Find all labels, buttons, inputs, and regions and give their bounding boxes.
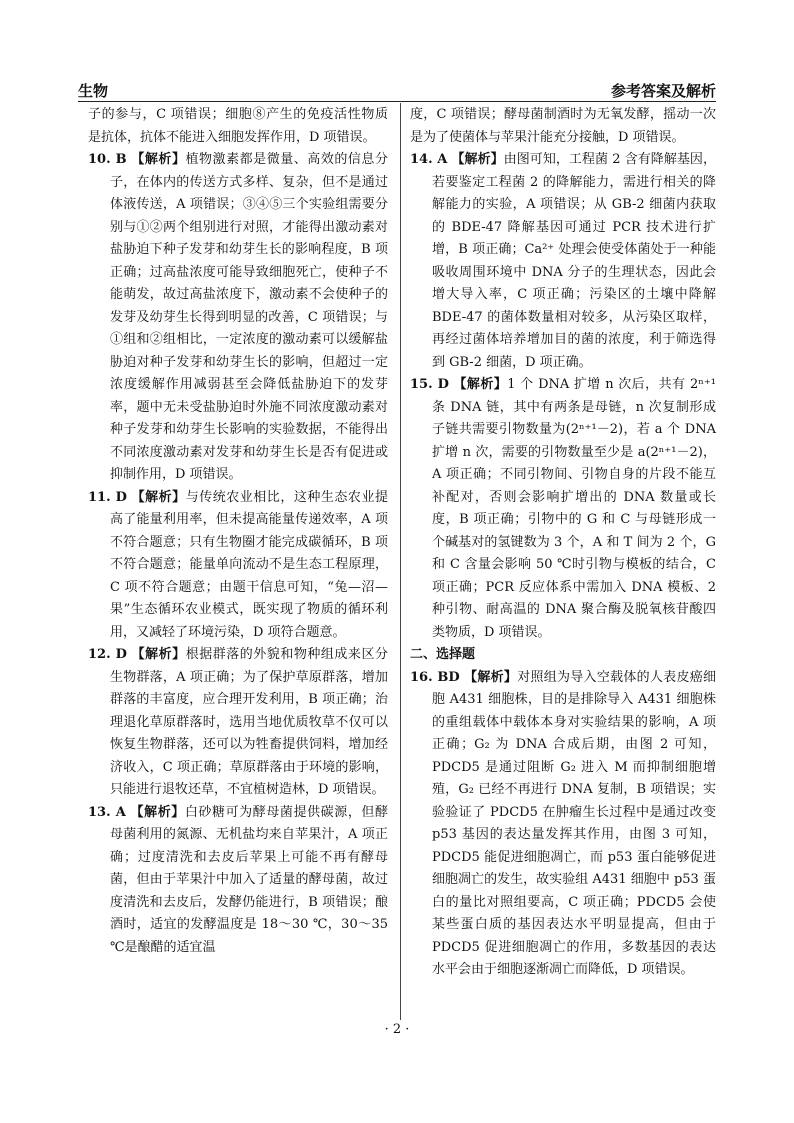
analysis-tag: 【解析】 — [464, 669, 518, 685]
question-number: 10. B — [88, 152, 127, 167]
subject-title: 生物 — [78, 82, 109, 100]
section-heading: 二、选择题 — [410, 647, 476, 662]
answer-text: 植物激素都是微量、高效的信息分子，在体内的传送方式多样、复杂，但不是通过体液传送，A 项错误；③④⑤三个实验组需要分别与①②两个组别进行对照，才能得出激动素对盐胁迫下种子发芽和幼芽生长的影响程度，B 项正确；过高盐浓度可能导致细胞死亡，使种子不能萌发，故过高盐浓度下，激动素不会使种子的发芽及幼芽生长得到明显的改善，C 项错误；与①组和②组相比，一定浓度的激动素可以缓解盐胁迫对种子发芽和幼芽生长的影响，但超过一定浓度缓解作用减弱甚至会降低盐胁迫下的发芽率，题中无未受盐胁迫时外施不同浓度激动素对种子发芽和幼芽生长影响的实验数据，不能得出不同浓度激动素对发芽和幼芽生长是否有促进或抑制作用，D 项错误。 — [110, 152, 388, 482]
right-column — [410, 104, 716, 982]
answer-text: 对照组为导入空载体的人表皮癌细胞 A431 细胞株，目的是排除导入 A431 细胞株的重组载体中载体本身对实验结果的影响，A 项正确；G₂ 为 DNA 合成后期，由图 2 可知，PDCD5 是通过阻断 G₂ 进入 M 而抑制细胞增殖，G₂ 已经不再进行 DNA 复制，B 项错误；实验验证了 PDCD5 在肿瘤生长过程中是通过改变 p53 基因的表达量发挥其作用，由图 3 可知，PDCD5 能促进细胞凋亡，而 p53 蛋白能够促进细胞凋亡的发生，故实验组 A431 细胞中 p53 蛋白的量比对照组要高，C 项正确；PDCD5 会使某些蛋白质的基因表达水平明显提高，但由于 PDCD5 促进细胞凋亡的作用，多数基因的表达水平会由于细胞逐渐凋亡而降低，D 项错误。 — [432, 669, 716, 977]
question-number: 15. D — [410, 377, 449, 392]
question-number: 11. D — [88, 489, 127, 505]
answer-entry — [88, 802, 388, 960]
analysis-tag: 【解析】 — [131, 152, 186, 167]
question-number: 14. A — [410, 152, 448, 167]
page-header — [78, 80, 716, 102]
page-number: · 2 · — [384, 1022, 410, 1037]
answer-text: 由图可知，工程菌 2 含有降解基因，若要鉴定工程菌 2 的降解能力，需进行相关的降解能力的实验，A 项错误；从 GB-2 细菌内获取的 BDE-47 降解基因可通过 PCR 技术进行扩增，B 项正确；Ca²⁺ 处理会使受体菌处于一种能吸收周围环境中 DNA 分子的生理状态，因此会增大导入率，C 项正确；污染区的土壤中降解 BDE-47 的菌体数量相对较多，从污染区取样，再经过菌体培养增加目的菌的浓度，利于筛选得到 GB-2 细菌，D 项正确。 — [432, 152, 716, 370]
answer-text: 1 个 DNA 扩增 n 次后，共有 2ⁿ⁺¹ 条 DNA 链，其中有两条是母链，n 次复制形成子链共需要引物数量为(2ⁿ⁺¹－2)，若 a 个 DNA 扩增 n 次，需要的引物数量至少是 a(2ⁿ⁺¹－2)，A 项正确；不同引物间、引物自身的片段不能互补配对，否则会影响扩增出的 DNA 数量或长度，B 项正确；引物中的 G 和 C 与母链形成一个碱基对的氢键数为 3 个，A 和 T 间为 2 个，G 和 C 含量会影响 50 ℃时引物与模板的结合，C 项正确；PCR 反应体系中需加入 DNA 模板、2 种引物、耐高温的 DNA 聚合酶及脱氧核苷酸四类物质，D 项错误。 — [432, 377, 716, 640]
question-number: 16. BD — [410, 669, 460, 685]
question-number: 12. D — [88, 647, 127, 662]
answer-text: 子的参与，C 项错误；细胞⑧产生的免疫活性物质是抗体，抗体不能进入细胞发挥作用，D 项错误。 — [88, 107, 388, 145]
analysis-tag: 【解析】 — [130, 804, 185, 820]
answer-entry — [88, 644, 388, 802]
answer-entry — [88, 487, 388, 645]
answer-entry — [410, 104, 716, 149]
analysis-tag: 【解析】 — [131, 489, 186, 505]
answer-entry — [88, 149, 388, 487]
answer-entry — [410, 149, 716, 374]
left-column — [88, 104, 388, 959]
column-divider — [400, 103, 401, 1020]
answer-entry — [88, 104, 388, 149]
answer-entry — [410, 374, 716, 644]
analysis-tag: 【解析】 — [131, 647, 186, 662]
answer-text: 根据群落的外貌和物种组成来区分生物群落，A 项正确；为了保护草原群落，增加群落的丰富度，应合理开发利用，B 项正确；治理退化草原群落时，选用当地优质牧草不仅可以恢复生物群落，还可以为牲畜提供饲料，增加经济收入，C 项正确；草原群落由于环境的影响，只能进行退牧还草，不宜植树造林，D 项错误。 — [110, 647, 388, 797]
answer-text: 白砂糖可为酵母菌提供碳源，但酵母菌利用的氮源、无机盐均来自苹果汁，A 项正确；过度清洗和去皮后苹果上可能不再有酵母菌，但由于苹果汁中加入了适量的酵母菌，故过度清洗和去皮后，发酵仍能进行，B 项错误；酿酒时，适宜的发酵温度是 18～30 ℃，30～35 ℃是酿醋的适宜温 — [110, 804, 388, 955]
analysis-tag: 【解析】 — [451, 152, 504, 167]
section-title: 参考答案及解析 — [610, 82, 716, 100]
answer-entry — [410, 667, 716, 982]
answer-text: 度，C 项错误；酵母菌制酒时为无氧发酵，摇动一次是为了使菌体与苹果汁能充分接触，D 项错误。 — [410, 107, 716, 145]
analysis-tag: 【解析】 — [453, 377, 508, 392]
header-rule — [78, 101, 716, 102]
question-number: 13. A — [88, 804, 126, 820]
answer-text: 与传统农业相比，这种生态农业提高了能量利用率，但未提高能量传递效率，A 项不符合题意；只有生物圈才能完成碳循环，B 项不符合题意；能量单向流动不是生态工程原理，C 项不符合题意；由题干信息可知，“兔—沼—果”生态循环农业模式，既实现了物质的循环利用，又减轻了环境污染，D 项符合题意。 — [110, 489, 388, 640]
